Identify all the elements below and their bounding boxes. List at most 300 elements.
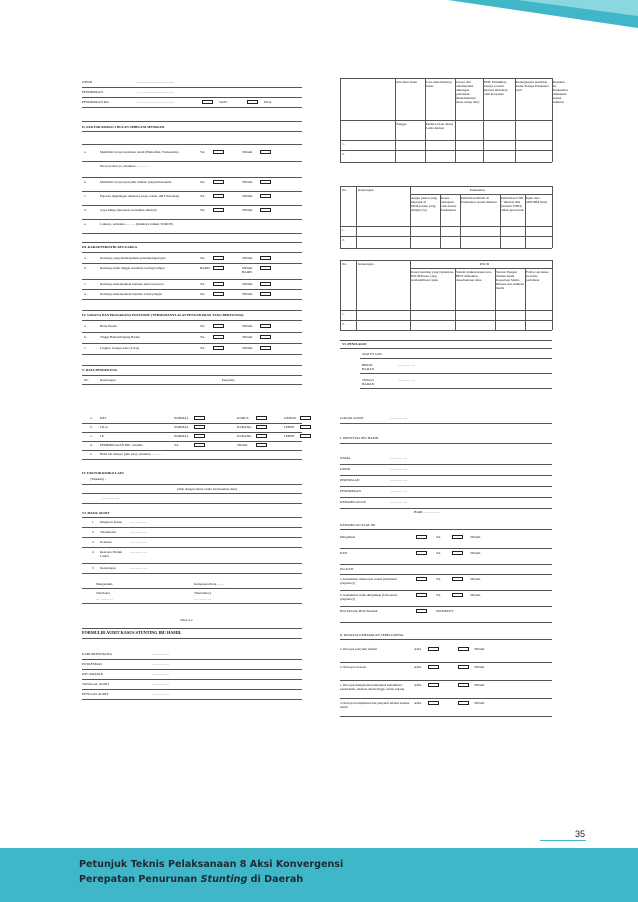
pendidikan-kd-value: …………………………… <box>137 100 175 104</box>
r-label: c. Riwayat mengalami komplikasi kehamilan : perdarahan, tekanan darah tinggi, edem, kejang <box>340 683 405 691</box>
rule <box>340 340 552 341</box>
item-ya: YA <box>200 150 205 154</box>
k-date: DD/MM/YY <box>436 609 454 613</box>
k-label: a. Kehamilan tidak tepat waktu (mistimed pregnancy) <box>340 577 397 585</box>
ident-value: …………… <box>390 478 407 482</box>
k-tidak: TIDAK <box>470 535 481 539</box>
ident-value: …………… <box>390 500 407 504</box>
status-gizi: STATUS GIZI <box>362 352 382 356</box>
row-1: 1. <box>342 142 345 146</box>
form-label: TANGGAL AUDIT <box>82 682 110 686</box>
checkbox <box>260 208 271 212</box>
item3-no: d. <box>84 292 87 296</box>
form-value: …………… <box>152 682 169 686</box>
k-ya: YA <box>436 593 441 597</box>
item3-ya: YA <box>200 256 205 260</box>
k-label: b. Kehamilan tidak diinginkan (Unwanted pregnancy) <box>340 593 398 601</box>
rule <box>340 162 552 163</box>
checkbox <box>256 434 267 438</box>
row3-1: 1. <box>342 312 345 316</box>
item3-text: Keluarga mendapatkan bantuan tunai bersyarat <box>100 282 164 286</box>
rule <box>82 537 302 538</box>
checkbox <box>416 577 427 581</box>
ident-value: …………… <box>390 489 407 493</box>
rule <box>340 330 552 331</box>
footer-line-2-italic: Stunting <box>200 874 248 885</box>
checkbox <box>213 335 224 339</box>
rule <box>340 622 552 623</box>
checkbox <box>416 535 427 539</box>
k-ya: YA <box>436 577 441 581</box>
item4-no: b. <box>84 335 87 339</box>
rule <box>340 186 341 248</box>
rule <box>82 459 302 460</box>
item-text: Jika jawaban ya, sebutkan ………… <box>100 164 150 168</box>
panel-top-right <box>340 78 568 404</box>
footer-line-2-pre: Perepatan Penurunan <box>79 874 201 885</box>
checkbox <box>300 425 311 429</box>
section-5-title: V. DATA PENDUKUNG <box>82 368 118 372</box>
rule <box>340 564 552 565</box>
item3-no: c. <box>84 282 87 286</box>
form-label: KECAMATAN <box>82 672 104 676</box>
rule <box>82 310 302 311</box>
tinggi-value: …………… <box>398 378 415 382</box>
rule <box>340 260 552 261</box>
item-no: e. <box>84 222 87 226</box>
kabkota: Kabupaten/Kota, …… <box>194 582 225 586</box>
checkbox <box>260 292 271 296</box>
item4-text: Tinggi Badan/Panjang Badan <box>100 335 140 339</box>
checkbox <box>213 346 224 350</box>
rule <box>340 310 552 311</box>
meas-text: LILA <box>100 425 108 429</box>
item4-ya: YA <box>200 346 205 350</box>
row2-1: 1. <box>342 228 345 232</box>
rule <box>82 503 302 504</box>
rule <box>340 606 552 607</box>
rule <box>340 140 552 141</box>
r-ada: ADA <box>414 683 422 687</box>
audit-label: Tatalaksana <box>100 530 116 534</box>
section-4-title: IV. FAKTOR RISIKO LAIN <box>82 471 124 475</box>
rule <box>340 486 552 487</box>
item-no: d. <box>84 208 87 212</box>
rule <box>82 354 302 355</box>
satu-label: SATU <box>219 100 228 104</box>
checkbox <box>256 443 267 447</box>
item-text: Memiliki riwayat kelainan darah (Hemofilia, Thalasemia) <box>100 150 179 154</box>
pendidikan-label: PENDIDIKAN <box>82 90 103 94</box>
checkbox <box>260 324 271 328</box>
header-3-3: Follow-up kasus ke home perbaikan <box>526 270 549 282</box>
rule <box>82 573 302 574</box>
checkbox <box>260 335 271 339</box>
item-text: Memiliki riwayat penyakit infeksi/ penyakit menular <box>100 180 172 184</box>
k-tidak: TIDAK <box>470 593 481 597</box>
rule <box>82 233 302 234</box>
tinggi-badan: TINGGI BADAN <box>362 378 375 386</box>
checkbox <box>452 577 463 581</box>
checkbox <box>247 100 258 104</box>
header-2-4: Input data ePPGBM benar <box>526 196 548 204</box>
meas-g: LEBIH <box>284 434 294 438</box>
col-no: No. <box>84 378 89 382</box>
r-label: b. Riwayat aborsus <box>340 665 366 669</box>
checkbox <box>194 434 205 438</box>
k-label: KTD <box>340 551 347 555</box>
meas-n: YA <box>174 443 179 447</box>
rule <box>82 432 302 433</box>
item-tidak: TIDAK <box>242 208 253 212</box>
rule <box>82 107 302 108</box>
meas-g: GEMUK <box>284 416 297 420</box>
checkbox <box>260 282 271 286</box>
rule <box>410 268 552 269</box>
checkbox <box>194 425 205 429</box>
tim-gizi: Tim/Gizinya <box>194 591 212 595</box>
item4-tidak: TIDAK <box>242 324 253 328</box>
col-keterangan: Keterangan <box>100 378 116 382</box>
meas-k: TIDAK <box>237 443 248 447</box>
item3-ya: YA <box>200 292 205 296</box>
rule <box>82 242 302 243</box>
rule <box>82 638 302 639</box>
rule <box>82 659 302 660</box>
checkbox <box>213 180 224 184</box>
item-ya: YA <box>200 194 205 198</box>
header-3-0: Kasus stunting yang rujukan ke RSUD/Kasus yang teridentifikasi rujuk <box>411 270 454 282</box>
checkbox <box>213 292 224 296</box>
r-tidak: TIDAK <box>474 647 485 651</box>
rule <box>82 299 302 300</box>
checkbox <box>428 647 439 651</box>
rule <box>340 639 552 640</box>
rule <box>340 529 552 530</box>
checkbox <box>202 100 213 104</box>
k-label: Diinginkan <box>340 535 356 539</box>
rule <box>82 263 302 264</box>
checkbox <box>213 324 224 328</box>
checkbox <box>194 443 205 447</box>
tabel-caption: Tabel 2.2 <box>180 618 193 622</box>
rule <box>82 121 302 122</box>
checkbox <box>416 551 427 555</box>
lokasi-value: …………… <box>390 416 407 420</box>
header-1-0: Alat ukur benar <box>396 80 418 84</box>
rule <box>340 716 552 717</box>
item4-no: a. <box>84 324 87 328</box>
meas-no: a. <box>90 416 93 420</box>
footer-line-1: Petunjuk Teknis Pelaksanaan 8 Aksi Konvergensi <box>79 859 344 870</box>
audit-dots: …………… <box>130 566 147 570</box>
section-2-title: II. FAKTOR RISIKO 3 BULAN SEBELUM MENIKAH <box>82 125 165 129</box>
k-label: Jika KTD <box>340 567 354 571</box>
footer-line-2-post: di Daerah <box>247 874 304 885</box>
rule <box>340 443 552 444</box>
meas-no: e. <box>90 452 93 456</box>
r-tidak: TIDAK <box>474 665 485 669</box>
r-label: d. Riwayat komplikasi dan penyakit infeksi selama hamil <box>340 701 410 709</box>
item-text: Gaya hidup (merokok, konsumsi alkohol) <box>100 208 157 212</box>
rule <box>82 527 302 528</box>
rule <box>552 260 553 330</box>
rule <box>340 698 552 699</box>
meas-k: KURUS <box>237 416 249 420</box>
rule <box>82 699 302 700</box>
rule <box>82 131 302 132</box>
rule <box>340 574 552 575</box>
rule <box>82 343 302 344</box>
audit-dots: …………… <box>130 520 147 524</box>
item-tidak: TIDAK <box>242 180 253 184</box>
item-ya: YA <box>200 208 205 212</box>
rule <box>340 186 552 187</box>
item4-tidak: TIDAK <box>242 335 253 339</box>
footer-line-2 <box>79 872 343 887</box>
item4-text: Lingkar Lengan Atas (LiLA) <box>100 346 140 350</box>
rule <box>82 289 302 290</box>
header-3-2: Sarana/ Pangan Olahan untuk Keperluan Medis Khusus atas indikasi medis <box>496 270 524 290</box>
checkbox <box>213 150 224 154</box>
section-1-title: I. IDENTITAS IBU HAMIL <box>340 436 379 440</box>
rule <box>82 205 302 206</box>
checkbox <box>458 683 469 687</box>
form-value: …………… <box>152 692 169 696</box>
meas-text: PEMERIKSAAN HB : Anemia <box>100 443 143 447</box>
audit-no: 1 <box>92 520 94 524</box>
rule <box>340 548 552 549</box>
r-ada: ADA <box>414 647 422 651</box>
rule <box>82 252 302 253</box>
meas-no: d. <box>90 443 93 447</box>
page-number-rule <box>540 840 586 841</box>
rule <box>360 373 552 374</box>
item4-ya: YA <box>200 324 205 328</box>
rule <box>82 219 302 220</box>
form-title: FORMULIR AUDIT KASUS STUNTING IBU HAMIL <box>82 630 182 635</box>
checkbox <box>416 609 427 613</box>
audit-dots: …………… <box>130 530 147 534</box>
row-2: 2. <box>342 152 345 156</box>
rule <box>340 226 552 227</box>
checkbox <box>213 194 224 198</box>
rule <box>82 547 302 548</box>
section-2-title: II. RIWAYAT KEHAMILAN SEBELUMNYA <box>340 633 404 637</box>
ident-label: UMUR <box>340 467 351 471</box>
form-value: …………… <box>152 652 169 656</box>
rule <box>340 78 552 79</box>
ident-label: KEHAMILAN KE <box>340 500 366 504</box>
r-tidak: TIDAK <box>474 701 485 705</box>
panel-top-left <box>82 78 302 404</box>
checkbox <box>213 282 224 286</box>
meas-g: LEBIH <box>284 425 294 429</box>
checkbox <box>428 701 439 705</box>
item3-text: Keluarga mendapatkan bantuan sosial pangan <box>100 292 163 296</box>
checkbox <box>256 416 267 420</box>
ident-value: …………… <box>390 467 407 471</box>
item3-text: Keluarga tidak tinggal serumah/ berbagi tempat <box>100 266 165 270</box>
checkbox <box>458 647 469 651</box>
meas-no: c. <box>90 434 93 438</box>
audit-label: Evaluasi <box>100 540 112 544</box>
checkbox <box>452 551 463 555</box>
header-1-4: Kelengkapan penilaian kader/Tenaga Pelaksana Gizi <box>516 80 549 92</box>
item4-text: Berat Badan <box>100 324 117 328</box>
sign-2: …………… <box>194 597 211 601</box>
audit-no: 2 <box>92 530 94 534</box>
rule <box>82 517 302 518</box>
rule <box>340 497 552 498</box>
risk-dots: …………… <box>102 496 119 500</box>
header-1b-0: Tunggu <box>396 122 407 126</box>
rule <box>82 279 302 280</box>
r-ada: ADA <box>414 701 422 705</box>
form-value: …………… <box>152 662 169 666</box>
audit-dots: …………… <box>130 540 147 544</box>
meas-n: NORMAL <box>174 416 189 420</box>
section-4b: (Tuliskan) : <box>90 477 106 481</box>
header-1-5: Rujukan ke Puskesmas dilakukan sesuai indikasi <box>553 80 568 104</box>
item4-no: c. <box>84 346 87 350</box>
item3-ya: BAIRS <box>200 266 210 270</box>
rule <box>340 120 552 121</box>
meas-text: Hasil lab lainnya (jika ada), sebutkan ……… <box>100 452 162 456</box>
rule <box>82 679 302 680</box>
rule <box>340 150 552 151</box>
checkbox <box>260 256 271 260</box>
rule <box>82 450 302 451</box>
rule <box>82 365 302 366</box>
section-3-title: III. KARAKTERISTIK KELUARGA <box>82 245 138 249</box>
k-tidak: TIDAK <box>470 577 481 581</box>
rule <box>82 603 302 604</box>
form-label: KABUPATEN/KOTA <box>82 652 112 656</box>
row3-2: 2. <box>342 322 345 326</box>
h2-keterangan: Keterangan <box>358 188 374 192</box>
rule <box>82 669 302 670</box>
rule <box>82 87 302 88</box>
h2-no: No. <box>342 188 347 192</box>
item-tidak: TIDAK <box>242 150 253 154</box>
rule <box>356 186 357 248</box>
rule <box>82 144 302 145</box>
item3-tidak: TIDAK BAIRS <box>242 266 253 274</box>
h3-no: No. <box>342 262 347 266</box>
checkbox <box>260 346 271 350</box>
item3-tidak: TIDAK <box>242 282 253 286</box>
checkbox <box>213 208 224 212</box>
pendidikan-kd-label: PENDIDIKAN KD <box>82 100 109 104</box>
item-text: Paparan lingkungan tekanan (Asap: rokok, ART merokok) <box>100 194 180 198</box>
rule <box>340 464 552 465</box>
r-ada: ADA <box>414 665 422 669</box>
berat-badan: BERAT BADAN <box>362 363 375 371</box>
rule <box>340 508 552 509</box>
form-label: PETUGAS AUDIT <box>82 692 109 696</box>
kehamilan-saat-ini: KEHAMILAN SAAT INI <box>340 523 376 527</box>
rule <box>82 177 302 178</box>
audit-no: 4 <box>92 550 94 554</box>
rule <box>340 662 552 663</box>
rule <box>340 236 552 237</box>
row2-2: 2. <box>342 238 345 242</box>
checkbox <box>452 593 463 597</box>
footer-title <box>79 857 343 887</box>
checkbox <box>458 665 469 669</box>
ident-value: …………… <box>390 456 407 460</box>
checkbox <box>260 180 271 184</box>
checkbox <box>458 701 469 705</box>
page-number: 35 <box>574 829 585 839</box>
rule <box>340 320 552 321</box>
item4-ya: YA <box>200 335 205 339</box>
ident-label: PEKERJAAN <box>340 478 360 482</box>
rule <box>340 590 552 591</box>
rule <box>82 375 302 376</box>
col-penyedia: Penyedia <box>222 378 235 382</box>
audit-no: 5 <box>92 566 94 570</box>
meas-n: NORMAL <box>174 425 189 429</box>
item3-ya: YA <box>200 282 205 286</box>
panel-bottom-left <box>82 414 302 794</box>
checkbox <box>260 266 271 270</box>
dua-label: DUA <box>264 100 272 104</box>
audit-label: Rencana Tindak Lanjut <box>100 550 122 558</box>
ident-label: NAMA <box>340 456 351 460</box>
umur-label: UMUR <box>82 80 93 84</box>
checkbox <box>452 535 463 539</box>
rule <box>340 248 552 249</box>
checkbox <box>300 434 311 438</box>
rule <box>82 689 302 690</box>
k-label: Hari Pertama Haid Terakhir <box>340 609 378 613</box>
checkbox <box>194 416 205 420</box>
audit-no: 3 <box>92 540 94 544</box>
k-ya: YA <box>436 535 441 539</box>
k-tidak: TIDAK <box>470 551 481 555</box>
item-text: Lainnya, sebutkan……… (misalnya infeksi TORCH) <box>100 222 173 226</box>
section-6-title: VI. PENILAIAN <box>342 342 367 346</box>
rule <box>340 348 552 349</box>
checkbox <box>213 256 224 260</box>
risk-note: (diisi dengan faktor risiko berdasarkan data) <box>177 487 237 491</box>
hari-value: HARI …………… <box>414 510 441 514</box>
rule <box>82 191 302 192</box>
audit-label: Keterangan <box>100 566 116 570</box>
checkbox <box>428 683 439 687</box>
meas-text: IMT <box>100 416 107 420</box>
rule <box>82 628 302 629</box>
header-2-1: Kasus ditangani oleh dokter Puskesmas <box>441 196 457 212</box>
rule <box>82 563 302 564</box>
item3-tidak: TIDAK <box>242 292 253 296</box>
rule <box>410 194 552 195</box>
checkbox <box>300 416 311 420</box>
item-tidak: TIDAK <box>242 194 253 198</box>
corner-decoration-light <box>518 0 638 16</box>
rule <box>340 423 552 424</box>
header-1-2: Upaya dan rekomendasi dukungan perbaikan/ (Rekomendasi harus setiap hari) <box>456 80 480 104</box>
header-1-3: PMT Pemulihan berupa protein hewani diberikan oleh Posyandu <box>484 80 508 96</box>
lokasi-label: LOKASI AUDIT <box>340 416 364 420</box>
h3-keterangan: Keterangan <box>358 262 374 266</box>
h3-rsud: RSUD <box>480 262 490 266</box>
rule <box>82 493 302 494</box>
meas-n: NORMAL <box>174 434 189 438</box>
umur-value: …………………………… <box>137 80 175 84</box>
